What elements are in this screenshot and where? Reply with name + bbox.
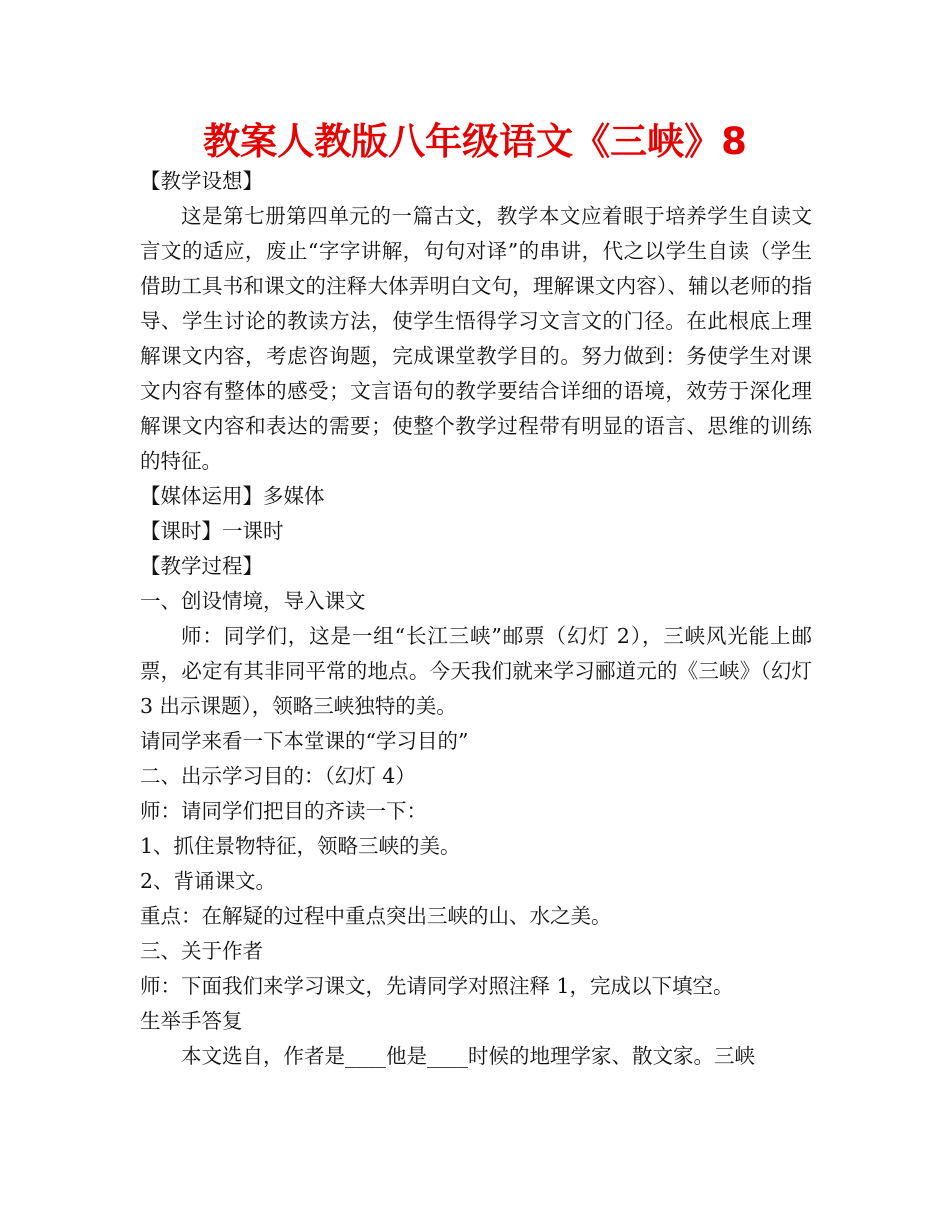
document-body — [140, 164, 812, 1074]
body-line: 重点：在解疑的过程中重点突出三峡的山、水之美。 — [140, 904, 612, 928]
step-heading: 三、关于作者 — [140, 939, 263, 963]
body-line: 师：请同学们把目的齐读一下： — [140, 799, 427, 823]
body-line: 请同学来看一下本堂课的“学习目的” — [140, 729, 469, 753]
section-heading: 【课时】一课时 — [140, 519, 284, 543]
body-line: 师：下面我们来学习课文，先请同学对照注释 1，完成以下填空。 — [140, 974, 734, 998]
body-paragraph: 这是第七册第四单元的一篇古文，教学本文应着眼于培养学生自读文言文的适应，废止“字字讲解，句句对译”的串讲，代之以学生自读（学生借助工具书和课文的注释大体弄明白文句，理解课文内容）、辅以老师的指导、学生讨论的教读方法，使学生悟得学习文言文的门径。在此根底上理解课文内容，考虑咨询题，完成课堂教学目的。努力做到：务使学生对课文内容有整体的感受；文言语句的教学要结合详细的语境，效劳于深化理解课文内容和表达的需要；使整个教学过程带有明显的语言、思维的训练的特征。 — [140, 204, 812, 473]
goal-item: 1、抓住景物特征，领略三峡的美。 — [140, 834, 461, 858]
goal-item: 2、背诵课文。 — [140, 869, 277, 893]
section-heading: 【媒体运用】多媒体 — [140, 484, 325, 508]
body-line: 生举手答复 — [140, 1009, 243, 1033]
step-heading: 二、出示学习目的：（幻灯 4） — [140, 764, 416, 788]
section-heading: 【教学设想】 — [140, 169, 263, 193]
step-heading: 一、创设情境，导入课文 — [140, 589, 366, 613]
section-heading: 【教学过程】 — [140, 554, 263, 578]
body-paragraph: 师：同学们，这是一组“长江三峡”邮票（幻灯 2），三峡风光能上邮票，必定有其非同平常的地点。今天我们就来学习郦道元的《三峡》（幻灯 3 出示课题），领略三峡独特的美。 — [140, 624, 812, 718]
body-paragraph: 本文选自，作者是____他是____时候的地理学家、散文家。三峡 — [181, 1044, 755, 1068]
document-title: 教案人教版八年级语文《三峡》8 — [203, 120, 747, 163]
